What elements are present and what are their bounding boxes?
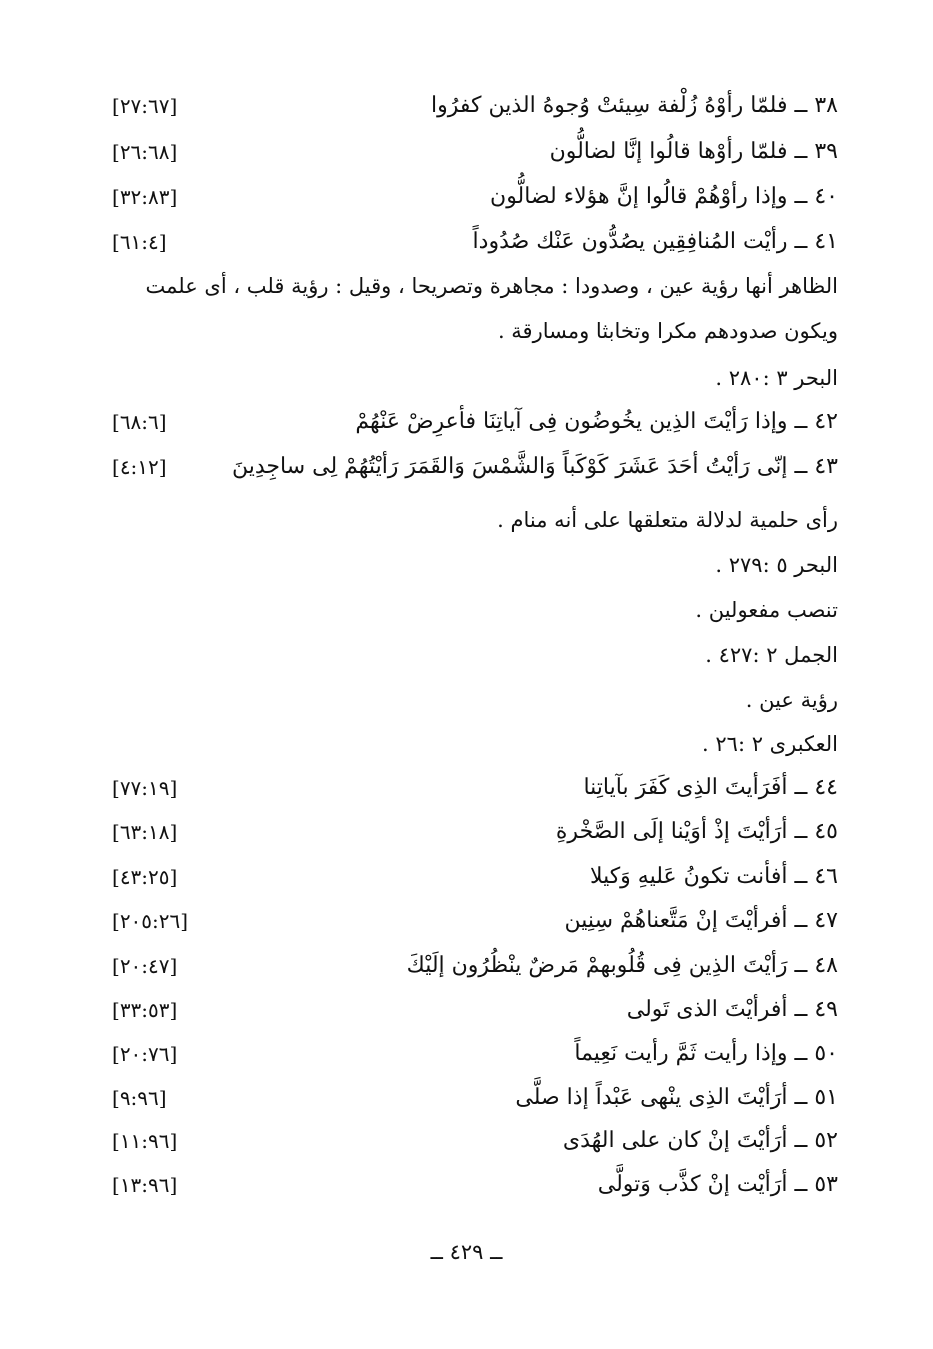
verse-reference: [٢٧:٦٧] bbox=[112, 94, 178, 118]
verse-reference: [٣٣:٥٣] bbox=[112, 998, 178, 1022]
source-citation: العكبرى ٢ :٢٦ . bbox=[702, 732, 838, 756]
verse-text: ٥١ ــ أرَأيْتَ الذِى ينْهى عَبْداً إذا صلَّى bbox=[515, 1085, 838, 1110]
verse-reference: [٣٢:٨٣] bbox=[112, 185, 178, 209]
commentary-note: رؤية عين . bbox=[745, 688, 838, 712]
verse-entry bbox=[112, 1034, 838, 1074]
verse-entry bbox=[112, 1078, 838, 1118]
verse-text: ٥٣ ــ أرَأيْت إنْ كذَّب وَتولَّى bbox=[597, 1172, 838, 1197]
verse-text: ٣٨ ــ فلمّا رأوْهُ زُلْفة سِيئتْ وُجوهُ الذين كفرُوا bbox=[431, 93, 838, 118]
source-citation: البحر ٥ :٢٧٩ . bbox=[715, 553, 838, 577]
verse-reference: [٢٠:٤٧] bbox=[112, 954, 178, 978]
verse-text: ٤٩ ــ أفرأيْتَ الذى تَولى bbox=[626, 997, 838, 1022]
verse-entry bbox=[112, 402, 838, 442]
verse-entry bbox=[112, 222, 838, 262]
page-number: ــ ٤٢٩ ــ bbox=[430, 1240, 503, 1264]
verse-text: ٤٤ ــ أفَرَأيتَ الذِى كَفَرَ بآياتِنا bbox=[583, 775, 838, 800]
verse-entry bbox=[112, 447, 838, 487]
verse-reference: [٢٠:٧٦] bbox=[112, 1042, 178, 1066]
verse-text: ٣٩ ــ فلمّا رأوْها قالُوا إنَّا لضالُّون bbox=[549, 139, 838, 164]
verse-reference: [٢٠٥:٢٦] bbox=[112, 909, 189, 933]
verse-entry bbox=[112, 946, 838, 986]
verse-entry bbox=[112, 768, 838, 808]
commentary-note: رأى حلمية لدلالة متعلقها على أنه منام . bbox=[497, 508, 838, 532]
verse-reference: [٤٣:٢٥] bbox=[112, 865, 178, 889]
verse-reference: [٩:٩٦] bbox=[112, 1086, 167, 1110]
verse-text: ٤٠ ــ وإذا رأوْهُمْ قالُوا إنَّ هؤلاء لضالُّون bbox=[490, 184, 838, 209]
verse-entry bbox=[112, 177, 838, 217]
verse-text: ٤٨ ــ رَأيْتَ الذِين فِى قُلُوبهمْ مَرضٌ ينْظُرُون إلَيْكَ bbox=[406, 953, 838, 978]
source-citation: البحر ٣ :٢٨٠ . bbox=[715, 366, 838, 390]
verse-reference: [٦٨:٦] bbox=[112, 410, 167, 434]
commentary-note: تنصب مفعولين . bbox=[695, 598, 838, 622]
verse-reference: [٧٧:١٩] bbox=[112, 776, 178, 800]
verse-reference: [٢٦:٦٨] bbox=[112, 140, 178, 164]
verse-entry bbox=[112, 812, 838, 852]
verse-reference: [١١:٩٦] bbox=[112, 1129, 178, 1153]
verse-text: ٤٥ ــ أرَأيْتَ إذْ أوَيْنا إلَى الصَّخْرةِ bbox=[555, 819, 838, 844]
verse-entry bbox=[112, 1121, 838, 1161]
verse-reference: [٤:١٢] bbox=[112, 455, 167, 479]
verse-reference: [١٣:٩٦] bbox=[112, 1173, 178, 1197]
verse-text: ٤٣ ــ إنّى رَأيْتُ أحَدَ عَشَرَ كَوْكَباً وَالشَّمْسَ وَالقَمَرَ رَأيْتُهُمْ لِى ساجِدِينَ bbox=[231, 454, 838, 479]
source-citation: الجمل ٢ :٤٢٧ . bbox=[705, 643, 838, 667]
verse-entry bbox=[112, 901, 838, 941]
verse-text: ٥٠ ــ وإذا رأيت ثَمَّ رأيت نَعِيماً bbox=[574, 1041, 838, 1066]
verse-entry bbox=[112, 857, 838, 897]
verse-reference: [٦٣:١٨] bbox=[112, 820, 178, 844]
verse-entry bbox=[112, 1165, 838, 1205]
verse-entry bbox=[112, 86, 838, 126]
verse-reference: [٦١:٤] bbox=[112, 230, 167, 254]
verse-entry bbox=[112, 990, 838, 1030]
verse-text: ٥٢ ــ أرَأيْتَ إنْ كان على الهُدَى bbox=[562, 1128, 838, 1153]
verse-text: ٤٢ ــ وإذا رَأيْتَ الذِين يخُوضُون فِى آياتِنَا فأعرِضْ عَنْهُمْ bbox=[355, 409, 838, 434]
verse-text: ٤٧ ــ أفرأيْتَ إنْ مَتَّعناهُمْ سِنِين bbox=[564, 908, 838, 933]
commentary-paragraph: الظاهر أنها رؤية عين ، وصدودا : مجاهرة وتصريحا ، وقيل : رؤية قلب ، أى علمت ويكون صدودهم مكرا وتخابثا ومسارقة . bbox=[145, 274, 838, 343]
verse-entry bbox=[112, 132, 838, 172]
verse-text: ٤١ ــ رأيْت المُنافِقِين يصُدُّون عَنْك صُدُوداً bbox=[472, 229, 838, 254]
verse-text: ٤٦ ــ أفأنت تكونُ عَليهِ وَكيلا bbox=[589, 864, 838, 889]
